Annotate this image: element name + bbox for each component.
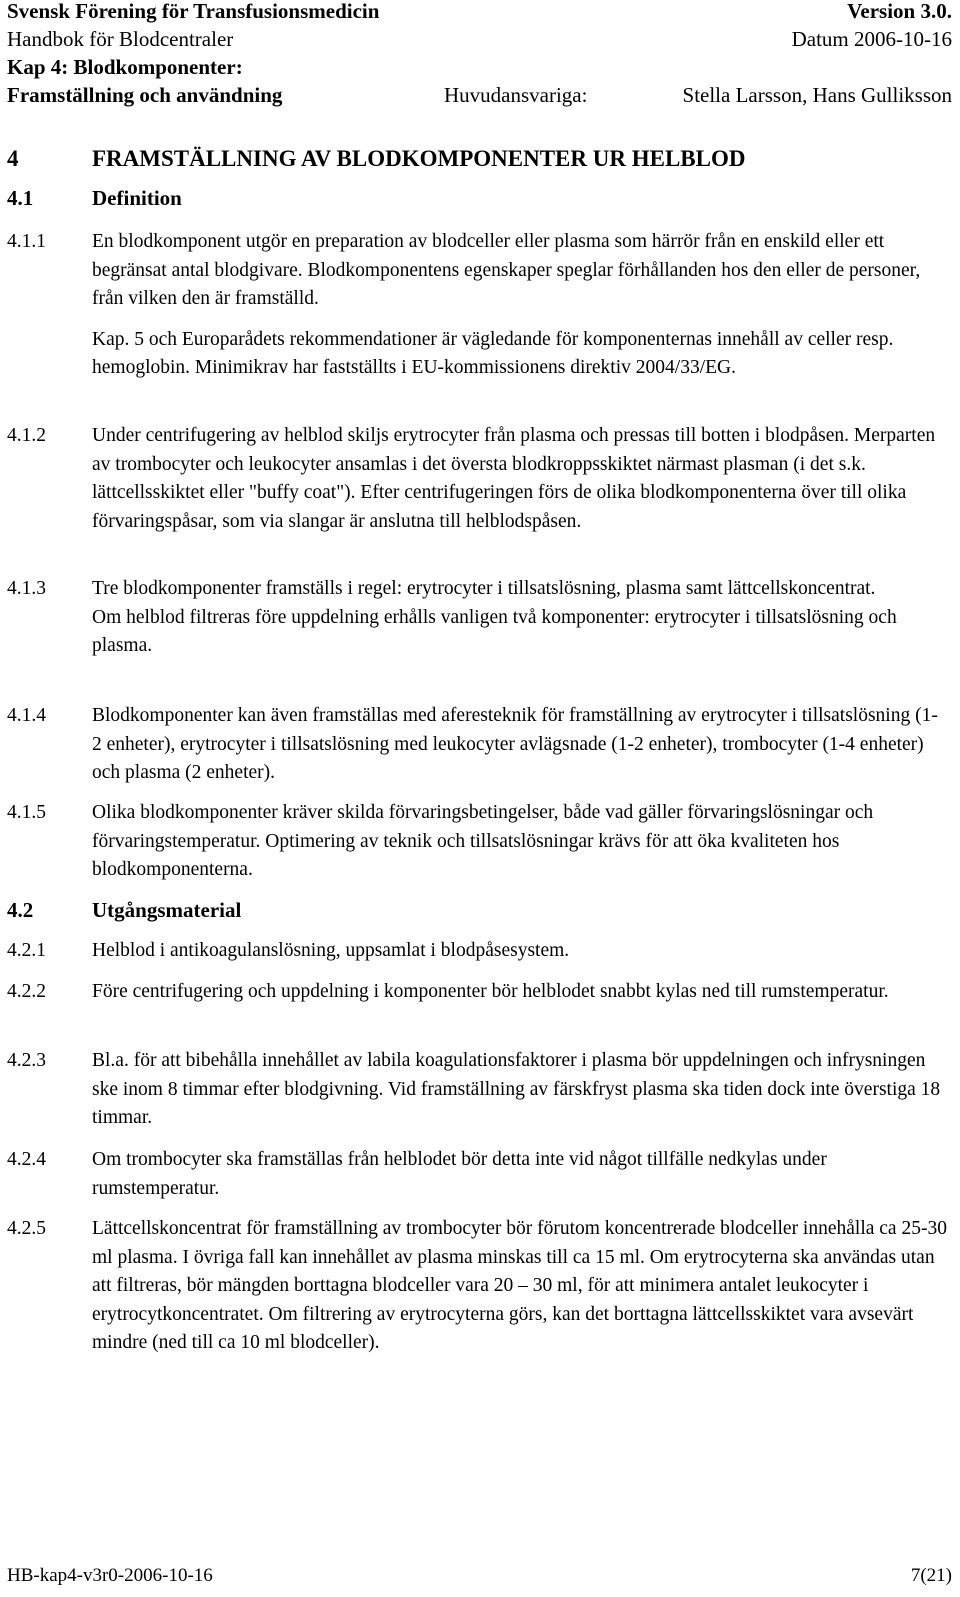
paragraph-number: 4.2.3 xyxy=(7,1050,46,1071)
chapter-number: 4 xyxy=(7,146,19,171)
paragraph-4-2-1 xyxy=(7,937,947,966)
footer-page-number: 7(21) xyxy=(910,1565,952,1586)
paragraph-text: Under centrifugering av helblod skiljs erytrocyter från plasma och pressas till botten i blodpåsen. Merparten av trombocyter och leukocyter ansamlas i det översta blodkroppsskiktet närmast plasman (i det s.k. lättcellsskiktet eller "buffy coat"). Efter centrifugeringen förs de olika blodkomponenterna över till olika förvaringspåsar, som via slangar är anslutna till helblodspåsen. xyxy=(92,425,936,532)
footer-doc-id: HB-kap4-v3r0-2006-10-16 xyxy=(7,1565,213,1586)
paragraph-text: Om trombocyter ska framställas från helblodet bör detta inte vid något tillfälle nedkylas under rumstemperatur. xyxy=(92,1149,827,1199)
paragraph-text: Lättcellskoncentrat för framställning av trombocyter bör förutom koncentrerade blodceller innehålla ca 25-30 ml plasma. I övriga fall kan innehållet av plasma minskas till ca 15 ml. Om erytrocyterna ska användas utan att filtreras, bör mängden borttagna blodceller vara 20 – 30 ml, för att minimera antalet leukocyter i erytrocytkoncentratet. Om filtrering av erytrocyterna görs, kan det borttagna lättcellsskiktet vara avsevärt mindre (ned till ca 10 ml blodceller). xyxy=(92,1218,947,1353)
paragraph-text: Kap. 5 och Europarådets rekommendationer är vägledande för komponenternas innehåll av celler resp. hemoglobin. Minimikrav har fastställts i EU-kommissionens direktiv 2004/33/EG. xyxy=(92,328,894,378)
paragraph-number: 4.1.2 xyxy=(7,425,46,446)
paragraph-text: Helblod i antikoagulanslösning, uppsamlat i blodpåsesystem. xyxy=(92,940,570,961)
paragraph-text: Blodkomponenter kan även framställas med aferesteknik för framställning av erytrocyter i tillsatslösning (1-2 enheter), erytrocyter i tillsatslösning med leukocyter avlägsnade (1-2 enheter), trombocyter (1-4 enheter) och plasma (2 enheter). xyxy=(92,705,938,783)
section-title: Utgångsmaterial xyxy=(92,898,242,922)
paragraph-4-1-5 xyxy=(7,799,947,885)
header-responsible-label: Huvudansvariga: xyxy=(444,83,588,107)
paragraph-text: Olika blodkomponenter kräver skilda förvaringsbetingelser, både vad gäller förvaringslösningar och förvaringstemperatur. Optimering av teknik och tillsatslösningar krävs för att öka kvaliteten hos blodkomponenterna. xyxy=(92,802,874,880)
section-number: 4.1 xyxy=(7,186,34,210)
header-handbook: Handbok för Blodcentraler xyxy=(7,27,234,51)
header-responsible-names: Stella Larsson, Hans Gulliksson xyxy=(682,83,952,107)
header-row-3 xyxy=(7,53,952,81)
paragraph-4-2-3 xyxy=(7,1047,947,1133)
paragraph-number: 4.1.4 xyxy=(7,705,46,726)
header-date: Datum 2006-10-16 xyxy=(791,27,952,51)
paragraph-text: Tre blodkomponenter framställs i regel: erytrocyter i tillsatslösning, plasma samt lättcellskoncentrat. xyxy=(92,578,876,599)
paragraph-text: Bl.a. för att bibehålla innehållet av labila koagulationsfaktorer i plasma bör uppdelningen och infrysningen ske inom 8 timmar efter blodgivning. Vid framställning av färskfryst plasma ska tiden dock inte överstiga 18 timmar. xyxy=(92,1050,941,1128)
section-title: Definition xyxy=(92,186,182,210)
paragraph-number: 4.2.2 xyxy=(7,981,46,1002)
header-chapter-sub: Framställning och användning xyxy=(7,83,283,107)
paragraph-4-2-5 xyxy=(7,1215,947,1358)
section-number: 4.2 xyxy=(7,898,34,922)
header-row-1 xyxy=(7,0,952,25)
header-version: Version 3.0. xyxy=(847,0,952,23)
paragraph-4-1-2 xyxy=(7,422,947,536)
paragraph-number: 4.2.5 xyxy=(7,1218,46,1239)
footer xyxy=(7,1562,952,1590)
paragraph-4-1-3 xyxy=(7,575,947,661)
header-row-4 xyxy=(7,81,952,109)
paragraph-number: 4.2.4 xyxy=(7,1149,46,1170)
paragraph-text: Om helblod filtreras före uppdelning erhålls vanligen två komponenter: erytrocyter i tillsatslösning och plasma. xyxy=(92,606,897,656)
paragraph-4-1-1 xyxy=(7,228,947,383)
paragraph-number: 4.1.5 xyxy=(7,802,46,823)
paragraph-4-1-4 xyxy=(7,702,947,788)
header-chapter: Kap 4: Blodkomponenter: xyxy=(7,55,243,79)
header-row-2 xyxy=(7,25,952,53)
paragraph-text: Före centrifugering och uppdelning i komponenter bör helblodet snabbt kylas ned till rumstemperatur. xyxy=(92,981,889,1002)
paragraph-text: En blodkomponent utgör en preparation av blodceller eller plasma som härrör från en enskild eller ett begränsat antal blodgivare. Blodkomponentens egenskaper speglar förhållanden hos den eller de personer, från vilken den är framställd. xyxy=(92,231,921,309)
paragraph-number: 4.2.1 xyxy=(7,940,46,961)
header-org: Svensk Förening för Transfusionsmedicin xyxy=(7,0,380,23)
paragraph-4-2-4 xyxy=(7,1146,947,1203)
paragraph-number: 4.1.1 xyxy=(7,231,46,252)
paragraph-number: 4.1.3 xyxy=(7,578,46,599)
chapter-title: FRAMSTÄLLNING AV BLODKOMPONENTER UR HELBLOD xyxy=(92,146,746,171)
paragraph-4-2-2 xyxy=(7,978,947,1007)
